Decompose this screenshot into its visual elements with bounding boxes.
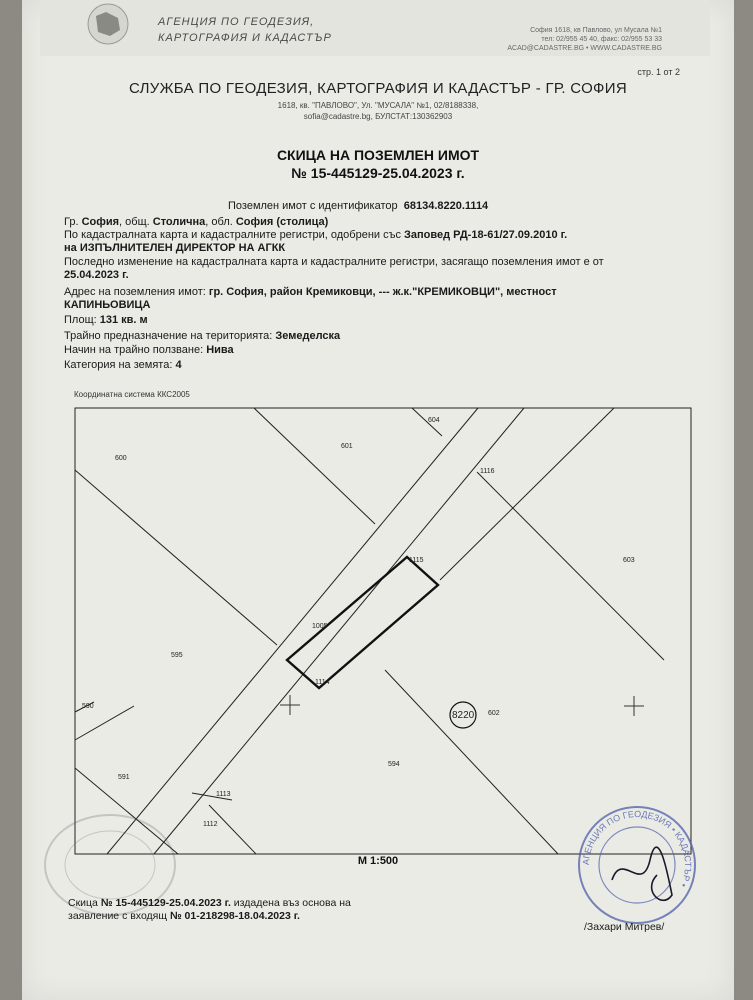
boundary-590-a: [75, 706, 134, 740]
parcel-label: 1114: [315, 679, 330, 686]
order-by-line: на ИЗПЪЛНИТЕЛЕН ДИРЕКТОР НА АГКК: [64, 242, 286, 254]
svg-text:АГЕНЦИЯ ПО ГЕОДЕЗИЯ • КАДАСТЪР: АГЕНЦИЯ ПО ГЕОДЕЗИЯ • КАДАСТЪР •: [580, 808, 694, 889]
category-line: Категория на земята: 4: [64, 359, 182, 371]
boundary-603: [477, 472, 664, 660]
parcel-label: 594: [388, 761, 400, 768]
document-number: № 15-445129-25.04.2023 г.: [291, 165, 465, 181]
boundary-600-595: [75, 470, 277, 645]
footer-line-2: заявление с входящ № 01-218298-18.04.2023 г.: [68, 910, 300, 922]
parcel-label: 1113: [216, 791, 231, 798]
purpose-line: Трайно предназначение на територията: Земеделска: [64, 330, 341, 342]
identifier-line: Поземлен имот с идентификатор 68134.8220.1114: [228, 200, 489, 212]
boundary-1112: [209, 805, 256, 854]
agency-name: АГЕНЦИЯ ПО ГЕОДЕЗИЯ, КАРТОГРАФИЯ И КАДАСТЪР: [158, 16, 332, 44]
page-number: стр. 1 от 2: [637, 67, 680, 77]
boundary-1116: [440, 408, 614, 580]
approval-line: По кадастралната карта и кадастралните регистри, одобрени със Заповед РД-18-61/27.09.2010 г.: [64, 229, 568, 241]
address-line-2: КАПИНЬОВИЦА: [64, 299, 151, 311]
office-title: СЛУЖБА ПО ГЕОДЕЗИЯ, КАРТОГРАФИЯ И КАДАСТЪР - ГР. СОФИЯ: [129, 80, 627, 97]
usage-line: Начин на трайно ползване: Нива: [64, 344, 234, 356]
boundary-594-602: [385, 670, 558, 854]
official-stamp-icon: [572, 800, 702, 930]
parcel-label: 591: [118, 774, 130, 781]
parcel-label: 1005: [312, 623, 328, 630]
parcel-label: 1112: [203, 821, 218, 828]
map-frame: [75, 408, 691, 854]
document-title: СКИЦА НА ПОЗЕМЛЕН ИМОТ: [276, 147, 480, 163]
parcel-label: 600: [115, 455, 127, 462]
office-address: 1618, кв. "ПАВЛОВО", Ул. "МУСАЛА" №1, 02/8188338,: [277, 101, 479, 110]
parcel-label: 595: [171, 652, 183, 659]
road-edge-right: [154, 408, 524, 854]
parcel-label: 1116: [480, 468, 495, 475]
signer-name: /Захари Митрев/: [584, 921, 665, 933]
subject-parcel-1114: [287, 557, 438, 688]
address-line: Адрес на поземления имот: гр. София, район Кремиковци, --- ж.к."КРЕМИКОВЦИ", местност: [64, 286, 557, 298]
map-scale: М 1:500: [357, 855, 399, 867]
parcel-label: 601: [341, 443, 353, 450]
last-change-line: Последно изменение на кадастралната карта и кадастралните регистри, засягащо поземления имот е от: [64, 256, 604, 268]
agency-contact: София 1618, кв Павлово, ул Мусала №1 тел: 02/955 45 40, факс: 02/955 53 33 ACAD@CADASTRE.BG • WWW.CADASTRE.BG: [507, 27, 662, 52]
road-edge-left: [107, 408, 478, 854]
location-line: Гр. София, общ. Столична, обл. София (столица): [64, 216, 329, 228]
boundary-601-600: [254, 408, 375, 524]
block-number: 8220: [452, 710, 475, 721]
parcel-label: 590: [82, 703, 94, 710]
parcel-label: 603: [623, 557, 635, 564]
document-sheet: [22, 0, 734, 1000]
last-change-date: 25.04.2023 г.: [64, 269, 129, 281]
footer-line-1: Скица № 15-445129-25.04.2023 г. издадена въз основа на: [68, 897, 351, 909]
coordinate-system-label: Координатна система ККС2005: [74, 390, 190, 399]
parcel-label: 1115: [409, 557, 424, 564]
area-line: Площ: 131 кв. м: [64, 314, 148, 326]
parcel-label: 604: [428, 417, 440, 424]
office-contacts: sofia@cadastre.bg, БУЛСТАТ:130362903: [303, 112, 453, 121]
parcel-label: 602: [488, 710, 500, 717]
